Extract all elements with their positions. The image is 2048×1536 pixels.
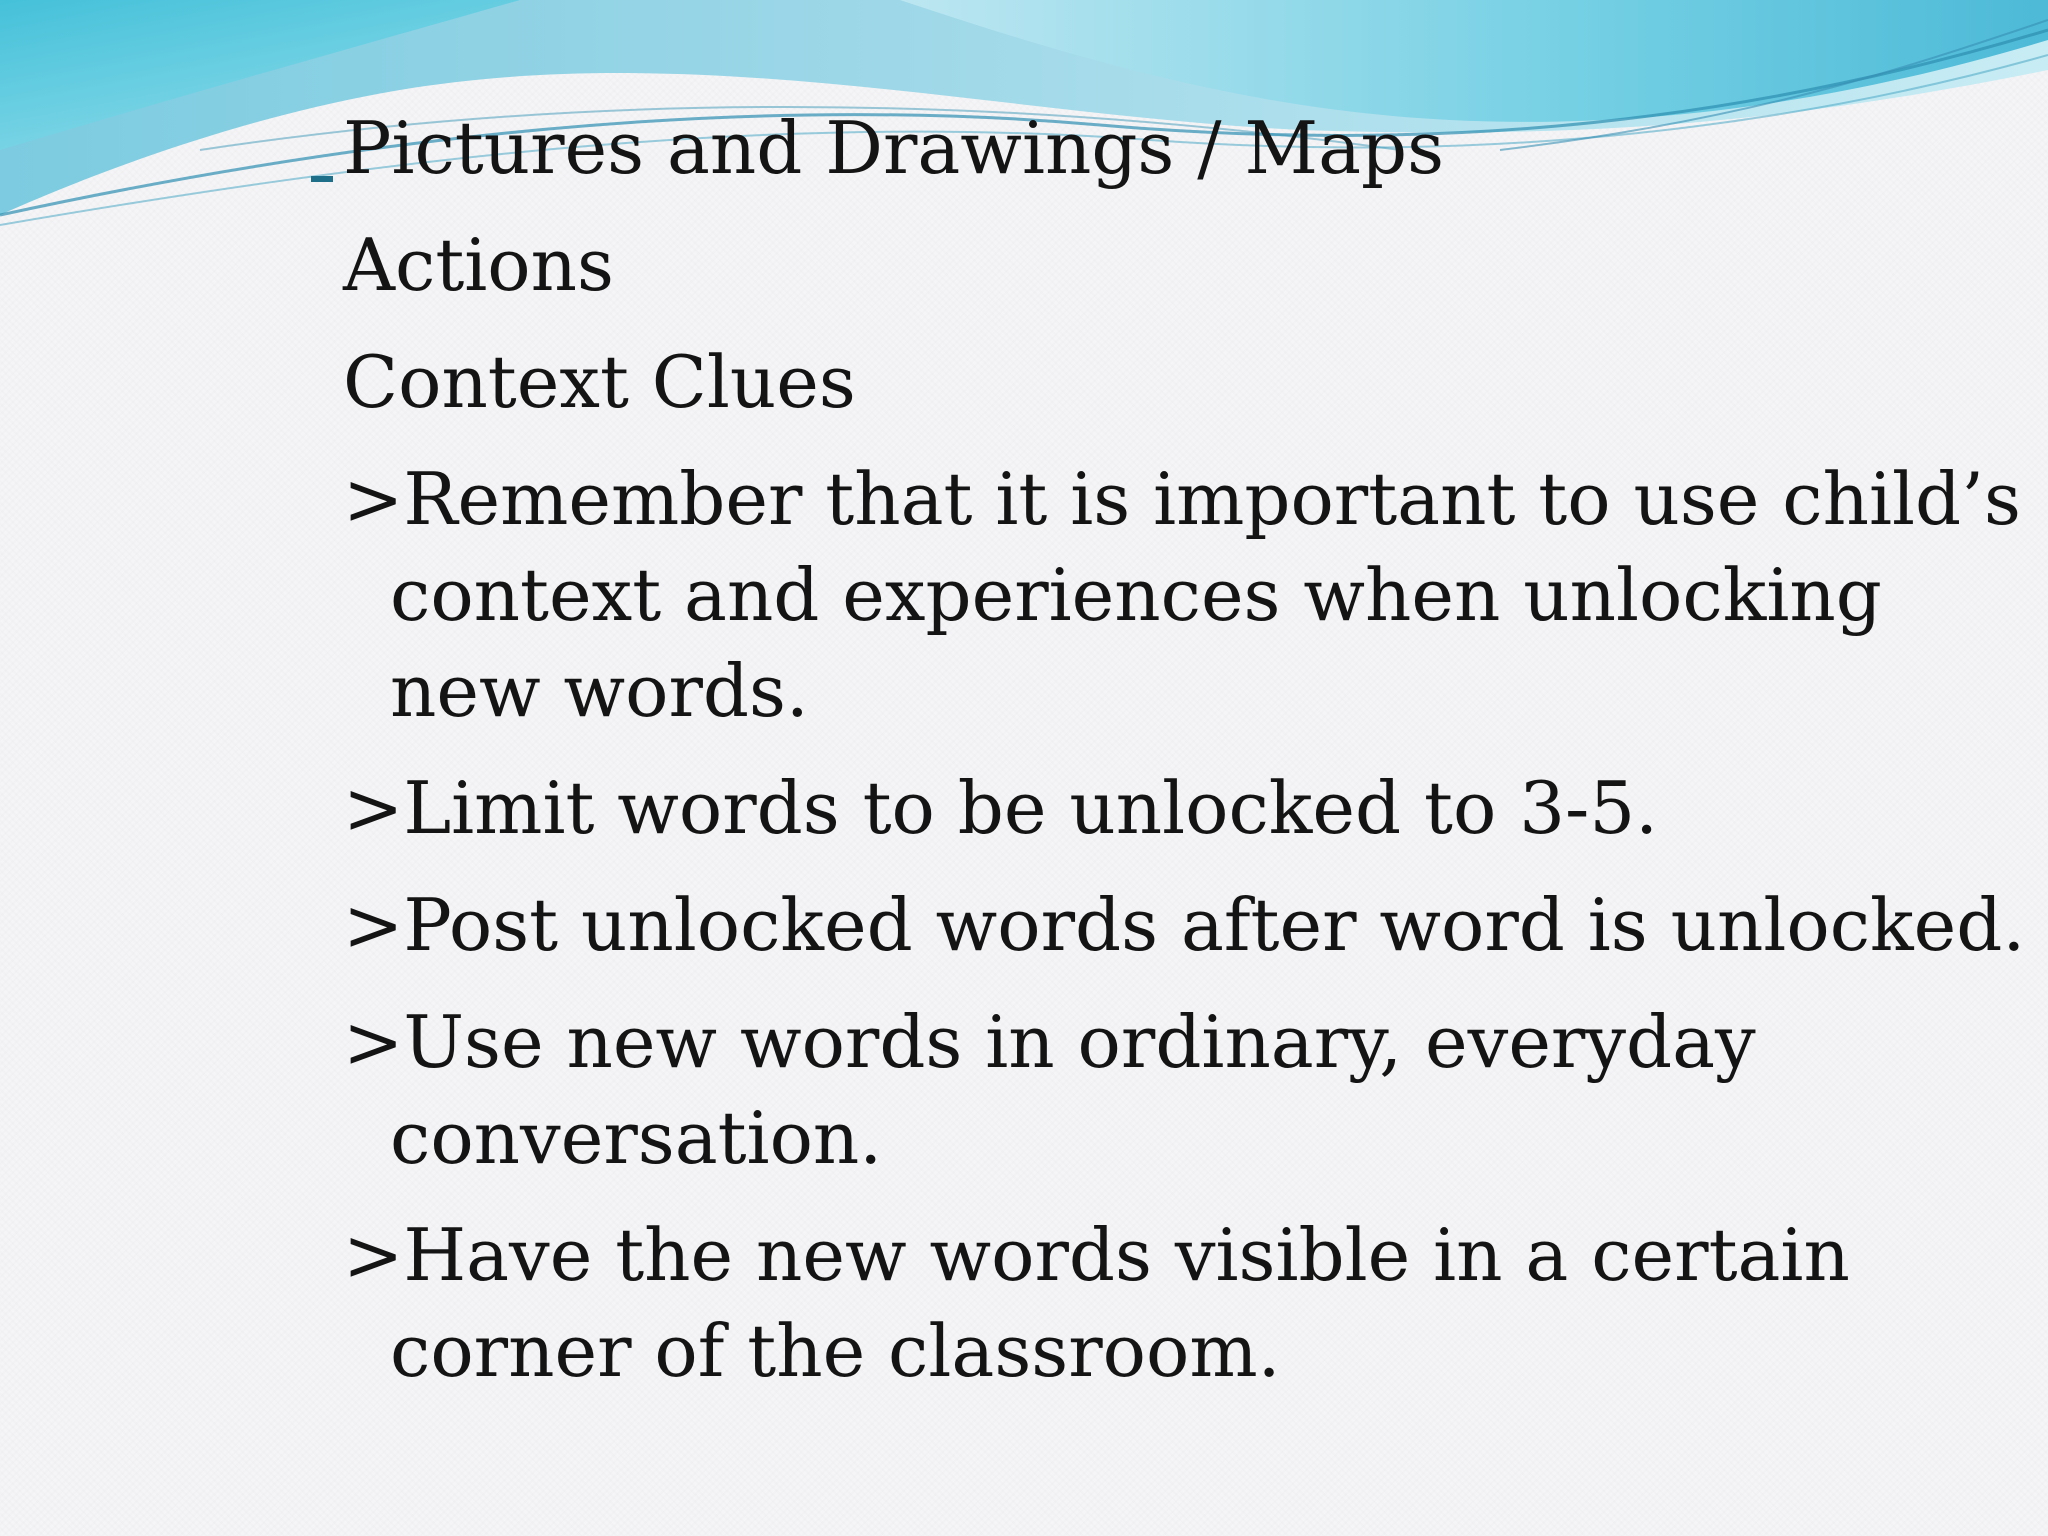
tip-post-unlocked-words: >Post unlocked words after word is unlocked. xyxy=(343,883,2026,967)
tip-visible-words: >Have the new words visible in a certain corner of the classroom. xyxy=(343,1213,1850,1393)
heading-actions: Actions xyxy=(343,223,614,307)
bullet-dash-icon xyxy=(311,176,333,182)
slide-body xyxy=(343,100,2026,1420)
tip-use-new-words: >Use new words in ordinary, everyday conversation. xyxy=(343,1000,1756,1180)
heading-context-clues: Context Clues xyxy=(343,340,856,424)
tip-remember-context: >Remember that it is important to use child’s context and experiences when unlocking new words. xyxy=(343,457,2021,733)
tip-limit-words: >Limit words to be unlocked to 3-5. xyxy=(343,766,1659,850)
heading-pictures-drawings-maps xyxy=(343,100,2003,196)
heading-text: Pictures and Drawings / Maps xyxy=(343,106,1445,190)
